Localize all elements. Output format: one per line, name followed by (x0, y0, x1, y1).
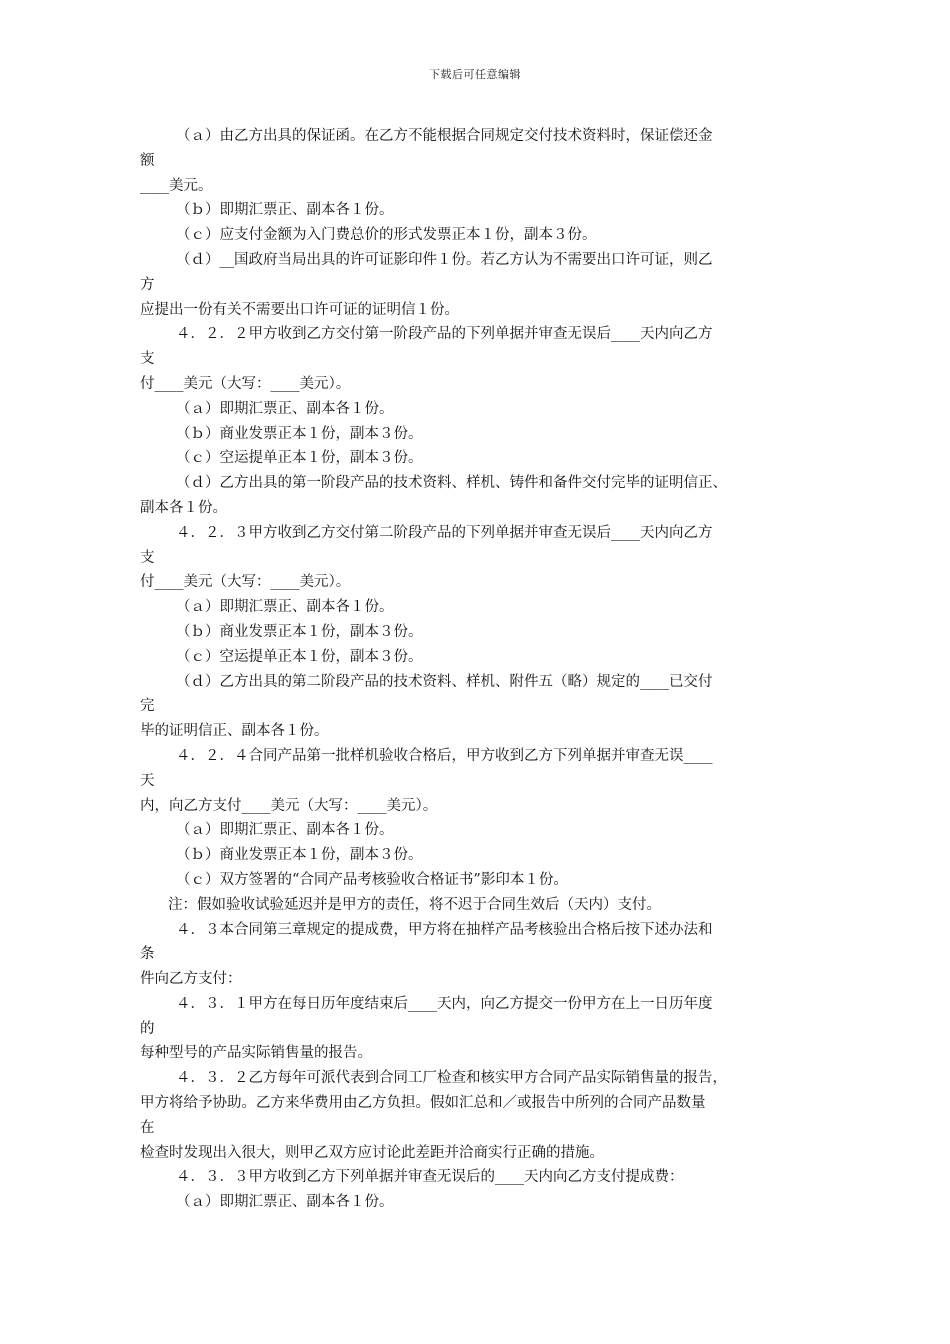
text-line: 件向乙方支付： (140, 971, 242, 988)
text-line: 方 (140, 276, 155, 293)
text-line: （ｂ）即期汇票正、副本各１份。 (176, 202, 394, 219)
text-line: （ｂ）商业发票正本１份，副本３份。 (176, 847, 423, 864)
text-line: （ｃ）空运提单正本１份，副本３份。 (176, 450, 423, 467)
text-line: 的 (140, 1020, 155, 1037)
text-line: ４．３．２乙方每年可派代表到合同工厂检查和核实甲方合同产品实际销售量的报告， (176, 1070, 727, 1087)
text-line: ４．３．３甲方收到乙方下列单据并审查无误后的____天内向乙方支付提成费： (176, 1169, 684, 1186)
text-line: 内，向乙方支付____美元（大写：____美元）。 (140, 797, 438, 814)
text-line: （ｄ）乙方出具的第二阶段产品的技术资料、样机、附件五（略）规定的____已交付 (176, 673, 713, 690)
text-line: （ａ）即期汇票正、副本各１份。 (176, 599, 394, 616)
text-line: 注：假如验收试验延迟并是甲方的责任，将不迟于合同生效后（天内）支付。 (168, 896, 661, 913)
text-line: 额 (140, 152, 155, 169)
text-line: 毕的证明信正、副本各１份。 (140, 723, 329, 740)
text-line: ４．３本合同第三章规定的提成费，甲方将在抽样产品考核验出合格后按下述办法和 (176, 921, 713, 938)
text-line: ４．２．４合同产品第一批样机验收合格后，甲方收到乙方下列单据并审查无误____ (176, 747, 713, 764)
text-line: 付____美元（大写：____美元）。 (140, 574, 351, 591)
text-line: 天 (140, 772, 155, 789)
text-line: 支 (140, 351, 155, 368)
text-line: ４．２．２甲方收到乙方交付第一阶段产品的下列单据并审查无误后____天内向乙方 (176, 326, 713, 343)
text-line: ____美元。 (140, 177, 213, 194)
text-line: ４．３．１甲方在每日历年度结束后____天内，向乙方提交一份甲方在上一日历年度 (176, 995, 713, 1012)
text-line: （ｄ）乙方出具的第一阶段产品的技术资料、样机、铸件和备件交付完毕的证明信正、 (176, 475, 727, 492)
text-line: （ｃ）双方签署的“合同产品考核验收合格证书”影印本１份。 (176, 871, 568, 888)
text-line: 付____美元（大写：____美元）。 (140, 375, 351, 392)
text-line: 应提出一份有关不需要出口许可证的证明信１份。 (140, 301, 459, 318)
text-line: （ｂ）商业发票正本１份，副本３份。 (176, 425, 423, 442)
text-line: （ａ）即期汇票正、副本各１份。 (176, 822, 394, 839)
text-line: 检查时发现出入很大，则甲乙双方应讨论此差距并洽商实行正确的措施。 (140, 1144, 604, 1161)
text-line: （ａ）即期汇票正、副本各１份。 (176, 400, 394, 417)
text-line: 完 (140, 698, 155, 715)
text-line: 条 (140, 946, 155, 963)
text-line: ４．２．３甲方收到乙方交付第二阶段产品的下列单据并审查无误后____天内向乙方 (176, 524, 713, 541)
text-line: 在 (140, 1119, 155, 1136)
document-body (140, 124, 820, 1215)
text-line: （ｄ）__国政府当局出具的许可证影印件１份。若乙方认为不需要出口许可证，则乙 (176, 251, 713, 268)
text-line: 甲方将给予协助。乙方来华费用由乙方负担。假如汇总和／或报告中所列的合同产品数量 (140, 1095, 706, 1112)
text-line: 支 (140, 549, 155, 566)
text-line: （ｃ）空运提单正本１份，副本３份。 (176, 648, 423, 665)
text-line: 每种型号的产品实际销售量的报告。 (140, 1045, 372, 1062)
text-line: （ｂ）商业发票正本１份，副本３份。 (176, 623, 423, 640)
text-line: （ａ）即期汇票正、副本各１份。 (176, 1194, 394, 1211)
text-line: 副本各１份。 (140, 499, 227, 516)
page-header: 下载后可任意编辑 (429, 68, 521, 81)
text-line: （ａ）由乙方出具的保证函。在乙方不能根据合同规定交付技术资料时，保证偿还金 (176, 128, 713, 144)
text-line: （ｃ）应支付金额为入门费总价的形式发票正本１份，副本３份。 (176, 227, 597, 244)
